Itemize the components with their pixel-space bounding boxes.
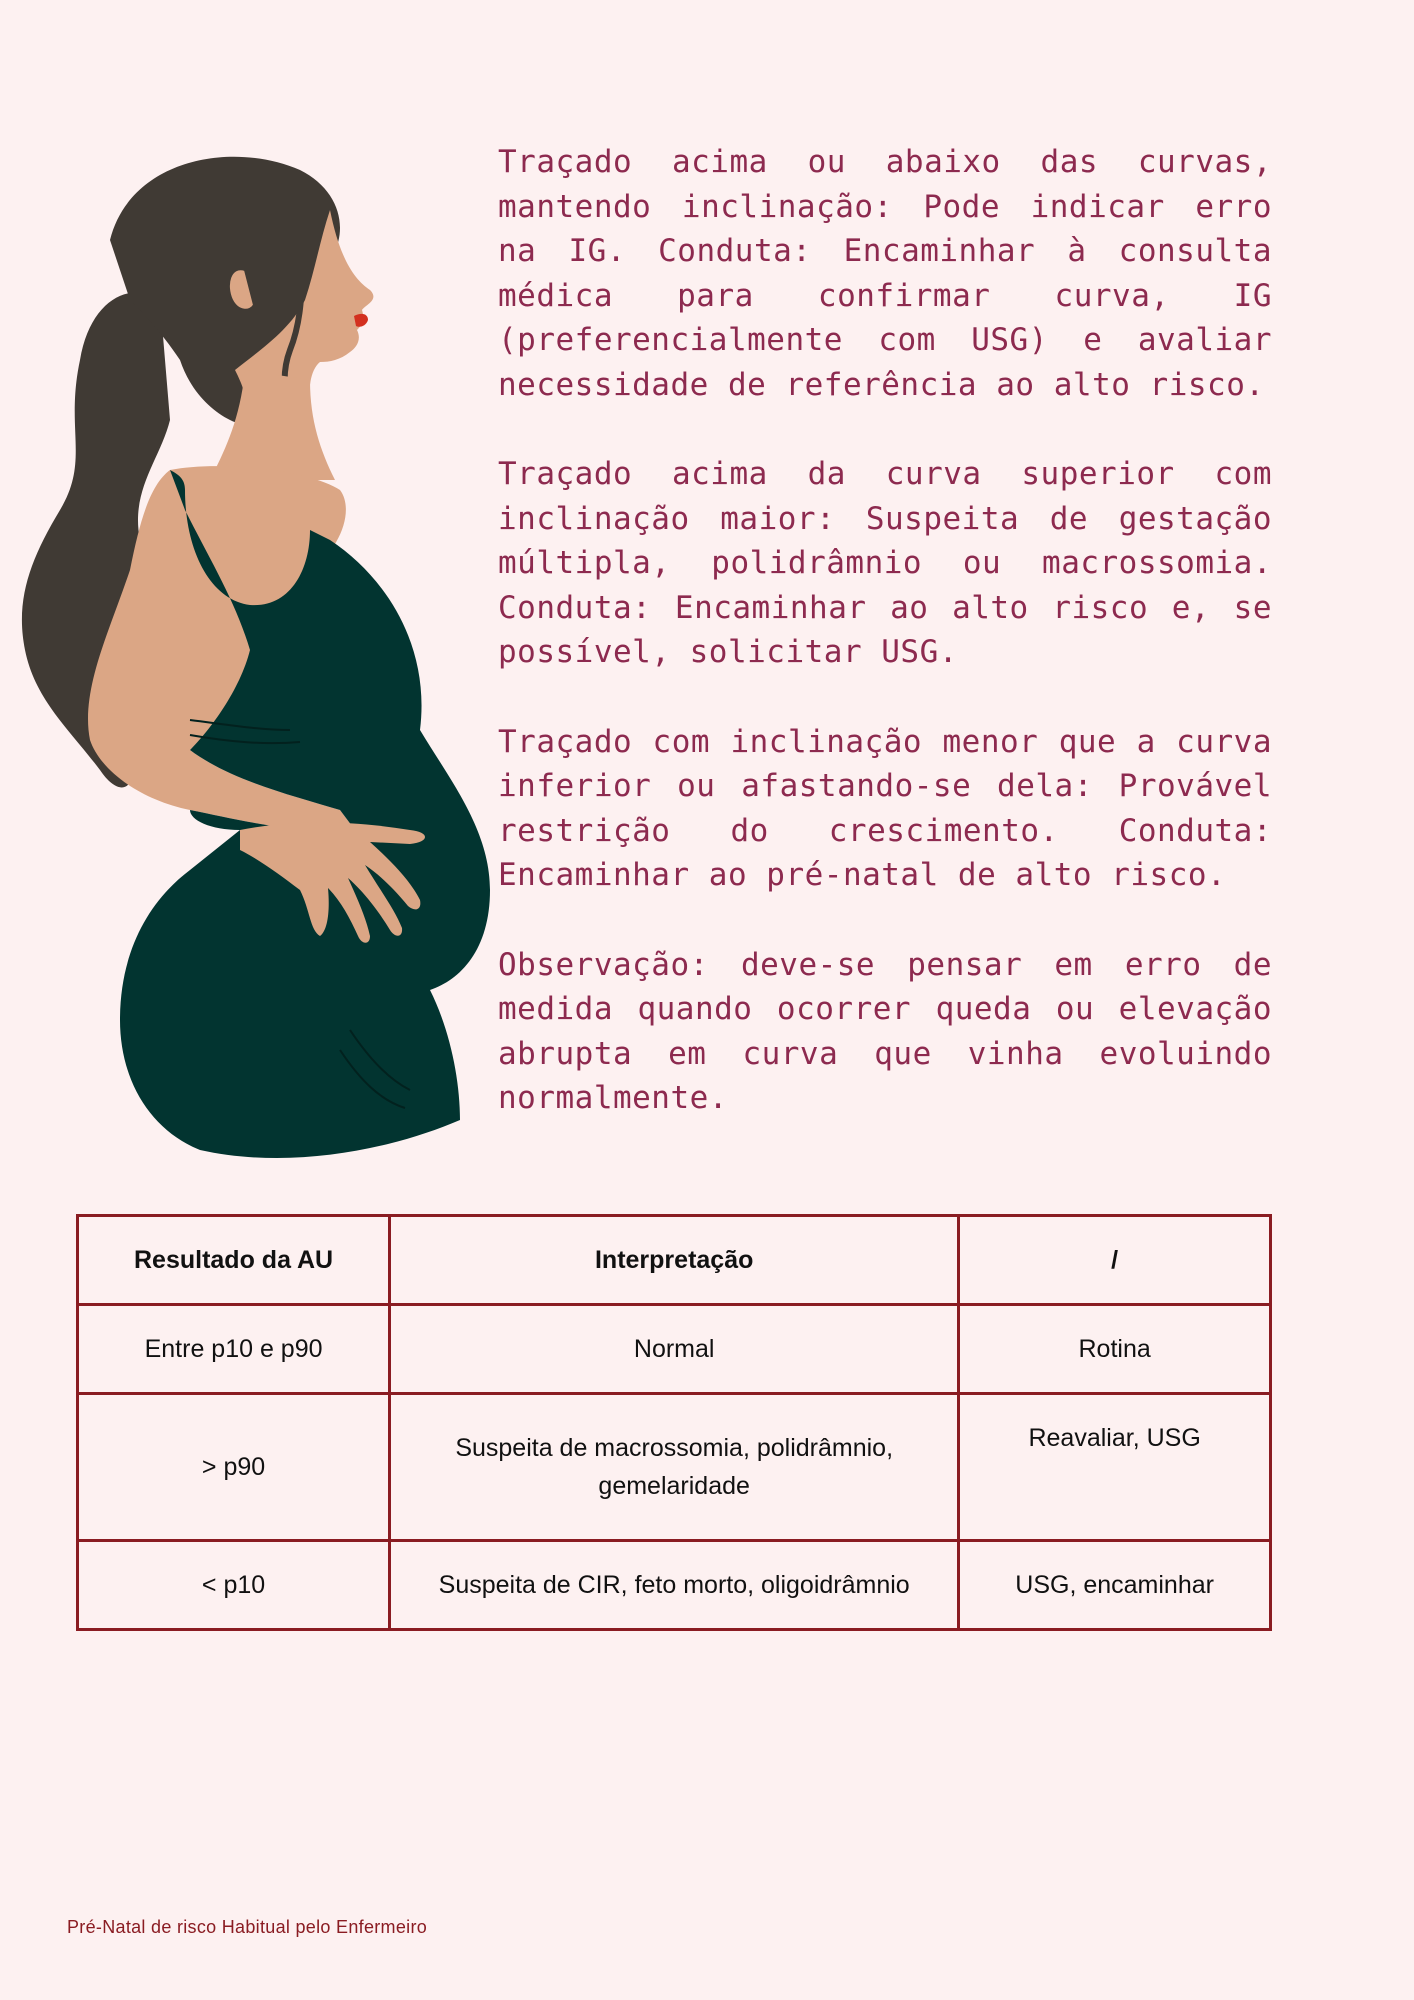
cell-action: USG, encaminhar — [959, 1541, 1271, 1630]
cell-interpretation: Suspeita de macrossomia, polidrâmnio, gemelaridade — [390, 1394, 959, 1541]
header-result: Resultado da AU — [78, 1216, 390, 1305]
cell-action: Reavaliar, USG — [959, 1394, 1271, 1541]
cell-interpretation: Suspeita de CIR, feto morto, oligoidrâmnio — [390, 1541, 959, 1630]
paragraph-ig-error: Traçado acima ou abaixo das curvas, mantendo inclinação: Pode indicar erro na IG. Conduta: Encaminhar à consulta médica para confirmar curva, IG (preferencialmente com USG) e avaliar necessidade de referência ao alto risco. — [498, 144, 1272, 403]
cell-action: Rotina — [959, 1305, 1271, 1394]
cell-result: > p90 — [78, 1394, 390, 1541]
guidance-paragraphs — [498, 140, 1272, 1166]
table-header-row — [78, 1216, 1271, 1305]
table-row — [78, 1305, 1271, 1394]
table-row — [78, 1541, 1271, 1630]
paragraph-lower-curve: Traçado com inclinação menor que a curva inferior ou afastando-se dela: Provável restrição do crescimento. Conduta: Encaminhar ao pré-natal de alto risco. — [498, 723, 1272, 893]
lips — [354, 314, 368, 327]
cell-result: < p10 — [78, 1541, 390, 1630]
header-interpretation: Interpretação — [390, 1216, 959, 1305]
cell-interpretation: Normal — [390, 1305, 959, 1394]
table-row — [78, 1394, 1271, 1541]
au-results-table — [76, 1214, 1272, 1631]
header-action: / — [959, 1216, 1271, 1305]
footer-text: Pré-Natal de risco Habitual pelo Enfermeiro — [67, 1917, 428, 1937]
pregnant-woman-illustration — [10, 130, 510, 1190]
cell-result: Entre p10 e p90 — [78, 1305, 390, 1394]
paragraph-observation: Observação: deve-se pensar em erro de medida quando ocorrer queda ou elevação abrupta em curva que vinha evoluindo normalmente. — [498, 946, 1272, 1116]
paragraph-upper-curve: Traçado acima da curva superior com inclinação maior: Suspeita de gestação múltipla, polidrâmnio ou macrossomia. Conduta: Encaminhar ao alto risco e, se possível, solicitar USG. — [498, 456, 1272, 670]
